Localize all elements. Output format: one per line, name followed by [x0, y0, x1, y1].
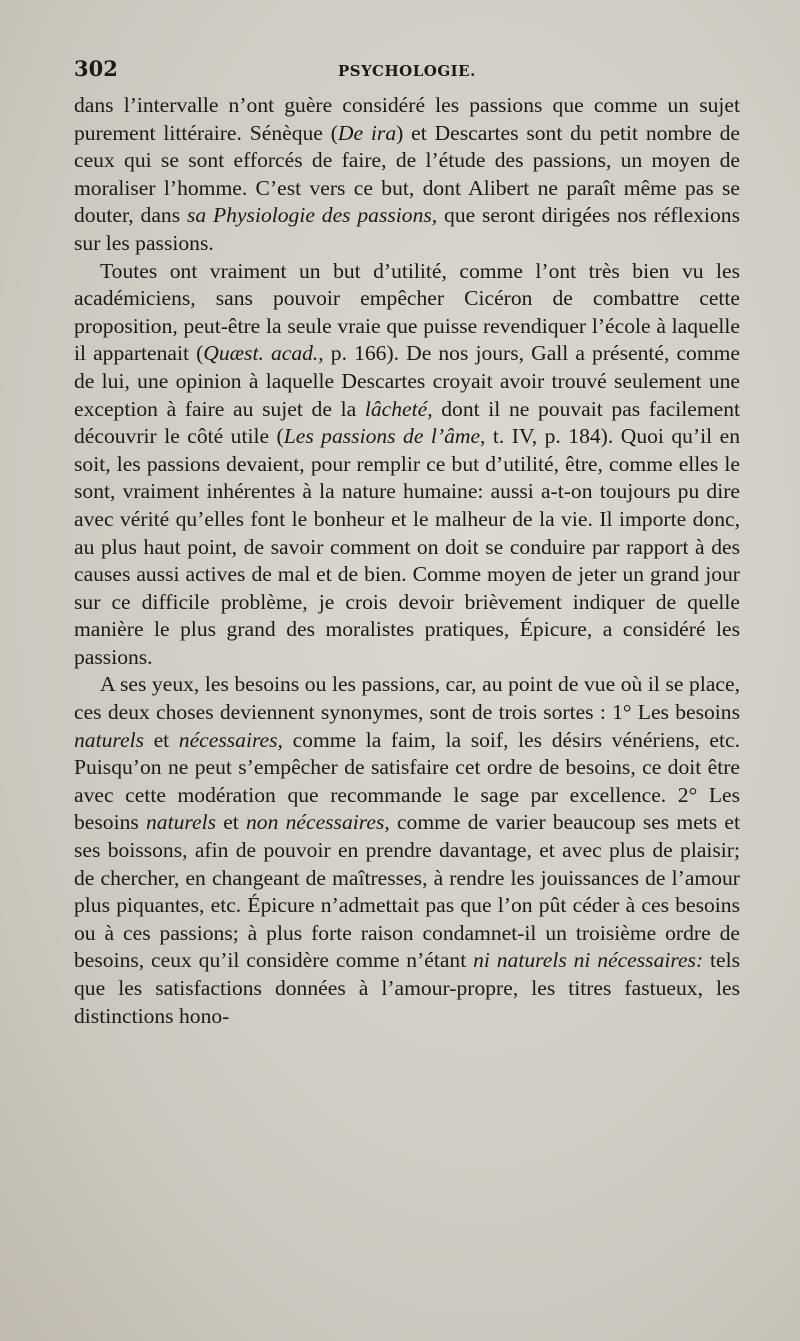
page-number: 302: [74, 56, 118, 81]
text-run: et: [215, 810, 246, 835]
text-run: comme la faim, la soif, les désirs vénériens, etc. Puisqu’on ne peut s’empêcher de satisfaire cet ordre de besoins, ce doit être avec cette modération que recommande le sage par excellence. 2° Les besoins: [74, 727, 740, 835]
text-run: p. 166). De nos jours, Gall a présenté, comme de lui, une opinion à laquelle Descartes croyait avoir trouvé seulement une exception à faire au sujet de la: [74, 341, 741, 421]
emphasis: lâcheté: [364, 396, 428, 421]
text-run: , t. IV, p. 184). Quoi qu’il en soit, les passions devaient, pour remplir ce but d’utilité, être, comme elles le sont, vraiment inhérentes à la nature humaine: aussi a-t-on toujours pu dire avec vérité qu’elles font le bonheur et le malheur de la vie. Il importe donc, au plus haut point, de savoir comment on doit se conduire par rapport à des causes aussi actives de mal et de bien. Comme moyen de jeter un grand jour sur ce difficile problème, je crois devoir brièvement indiquer de quelle manière le plus grand des moralistes pratiques, Épicure, a considéré les passions.: [74, 424, 741, 669]
running-head: [74, 56, 740, 92]
emphasis: naturels: [74, 727, 144, 752]
text-run: tels que les satisfactions données à l’amour-propre, les titres fastueux, les distinctions hono-: [74, 948, 740, 1028]
citation-title: De ira: [337, 120, 397, 145]
paragraph-3: [74, 671, 740, 1030]
emphasis: ni naturels ni nécessaires:: [473, 948, 704, 973]
emphasis: non nécessaires,: [246, 810, 390, 835]
paragraph-2: [74, 258, 740, 672]
text-run: comme de varier beaucoup ses mets et ses boissons, afin de pouvoir en prendre davantage, et avec plus de plaisir; de chercher, en changeant de maîtresses, à rendre les jouissances de l’amour plus piquantes, etc. Épicure n’admettait pas que l’on pût céder à ces besoins ou à ces passions; à plus forte raison condamnet-il un troisième ordre de besoins, ceux qu’il considère comme n’étant: [74, 810, 740, 973]
citation-title: sa Physiologie des passions,: [186, 203, 438, 228]
citation-title: Quæst. acad.,: [203, 341, 324, 366]
text-run: ) et Descartes sont du petit nombre de ceux qui se sont efforcés de faire, de l’étude des passions, un moyen de moraliser l’homme. C’est vers ce but, dont Alibert ne paraît même pas se douter, dans: [74, 120, 740, 228]
paragraph-1: [74, 92, 740, 258]
text-run: que seront dirigées nos réflexions sur les passions.: [74, 203, 740, 255]
citation-title: Les passions de l’âme: [283, 424, 481, 449]
book-page: [74, 56, 740, 1030]
text-run: , dont il ne pouvait pas facilement découvrir le côté utile (: [74, 396, 740, 449]
text-run: dans l’intervalle n’ont guère considéré les passions que comme un sujet purement littéraire. Sénèque (: [74, 93, 740, 145]
emphasis: nécessaires,: [178, 727, 283, 752]
emphasis: naturels: [146, 810, 216, 835]
text-run: Toutes ont vraiment un but d’utilité, comme l’ont très bien vu les académiciens, sans pouvoir empêcher Cicéron de combattre cette proposition, peut-être la seule vraie que puisse revendiquer l’école à laquelle il appartenait (: [74, 258, 740, 366]
body-text: [74, 92, 740, 1030]
running-title: PSYCHOLOGIE.: [338, 62, 476, 80]
text-run: A ses yeux, les besoins ou les passions, car, au point de vue où il se place, ces deux choses deviennent synonymes, sont de trois sortes : 1° Les besoins: [74, 672, 740, 725]
text-run: et: [143, 727, 179, 752]
